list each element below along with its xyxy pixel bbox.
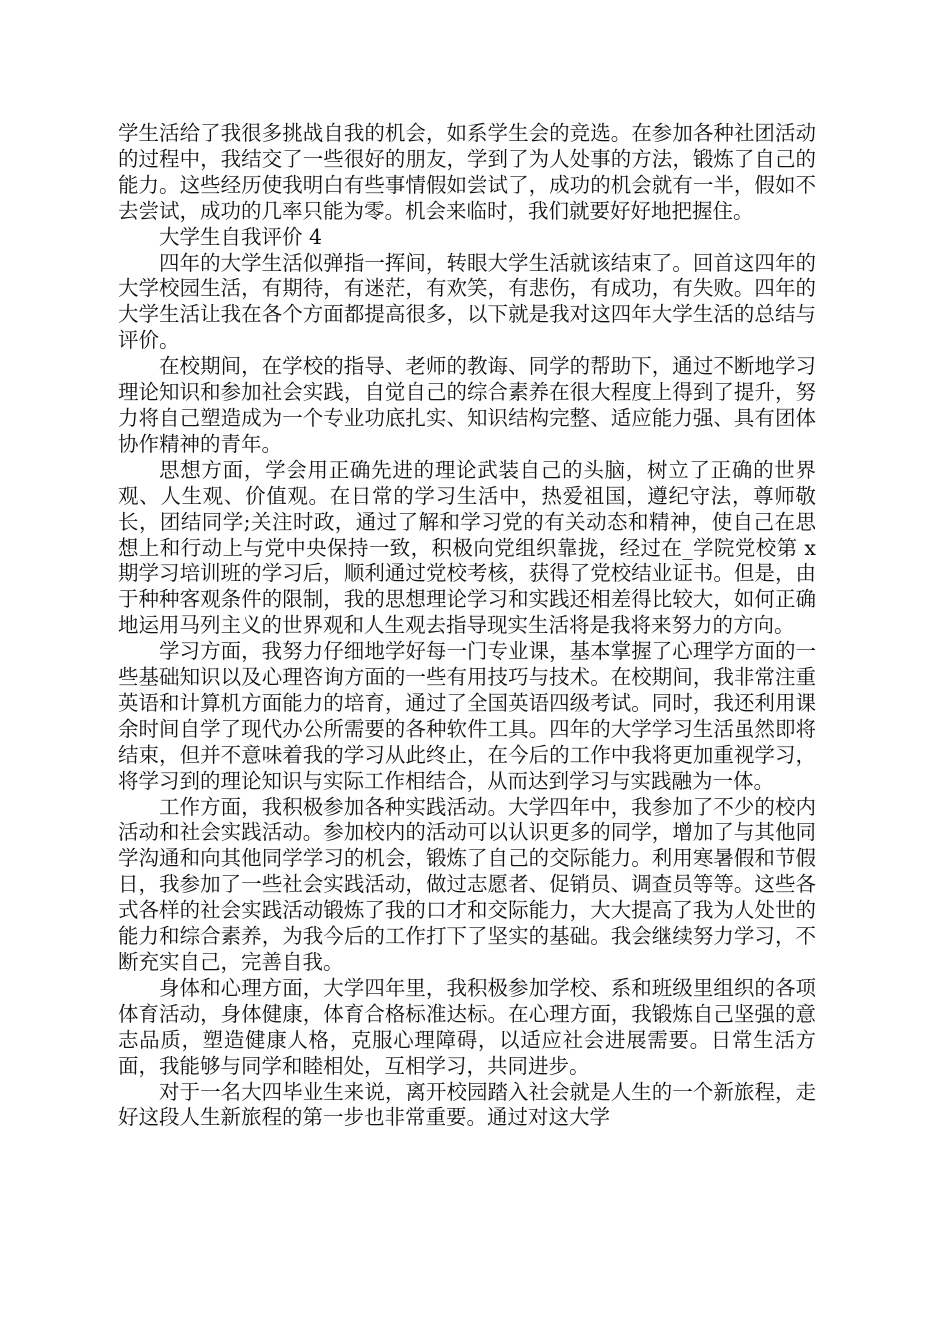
paragraph-continuation: 学生活给了我很多挑战自我的机会，如系学生会的竞选。在参加各种社团活动的过程中，我结交了一些很好的朋友，学到了为人处事的方法，锻炼了自己的能力。这些经历使我明白有些事情假如尝试了，成功的机会就有一半，假如不去尝试，成功的几率只能为零。机会来临时，我们就要好好地把握住。 [118, 121, 816, 223]
paragraph-body-mind: 身体和心理方面，大学四年里，我积极参加学校、系和班级里组织的各项体育活动，身体健康，体育合格标准达标。在心理方面，我锻炼自己坚强的意志品质，塑造健康人格，克服心理障碍，以适应社会进展需要。日常生活方面，我能够与同学和睦相处，互相学习，共同进步。 [118, 975, 816, 1078]
paragraph-ideology: 思想方面，学会用正确先进的理论武装自己的头脑，树立了正确的世界观、人生观、价值观。在日常的学习生活中，热爱祖国，遵纪守法，尊师敬长，团结同学;关注时政，通过了解和学习党的有关动态和精神，使自己在思想上和行动上与党中央保持一致，积极向党组织靠拢，经过在_学院党校第 x 期学习培训班的学习后，顺利通过党校考核，获得了党校结业证书。但是，由于种种客观条件的限制，我的思想理论学习和实践还相差得比较大，如何正确地运用马列主义的世界观和人生观去指导现实生活将是我将来努力的方向。 [118, 457, 816, 638]
paragraph-work: 工作方面，我积极参加各种实践活动。大学四年中，我参加了不少的校内活动和社会实践活动。参加校内的活动可以认识更多的同学，增加了与其他同学沟通和向其他同学学习的机会，锻炼了自己的交际能力。利用寒暑假和节假日，我参加了一些社会实践活动，做过志愿者、促销员、调查员等等。这些各式各样的社会实践活动锻炼了我的口才和交际能力，大大提高了我为人处世的能力和综合素养，为我今后的工作打下了坚实的基础。我会继续努力学习，不断充实自己，完善自我。 [118, 794, 816, 974]
paragraph-intro: 四年的大学生活似弹指一挥间，转眼大学生活就该结束了。回首这四年的大学校园生活，有期待，有迷茫，有欢笑，有悲伤，有成功，有失败。四年的大学生活让我在各个方面都提高很多，以下就是我对这四年大学生活的总结与评价。 [118, 250, 816, 353]
paragraph-school-period: 在校期间，在学校的指导、老师的教诲、同学的帮助下，通过不断地学习理论知识和参加社会实践，自觉自己的综合素养在很大程度上得到了提升，努力将自己塑造成为一个专业功底扎实、知识结构完整、适应能力强、具有团体协作精神的青年。 [118, 354, 816, 456]
paragraph-study: 学习方面，我努力仔细地学好每一门专业课，基本掌握了心理学方面的一些基础知识以及心理咨询方面的一些有用技巧与技术。在校期间，我非常注重英语和计算机方面能力的培育，通过了全国英语四级考试。同时，我还利用课余时间自学了现代办公所需要的各种软件工具。四年的大学学习生活虽然即将结束，但并不意味着我的学习从此终止，在今后的工作中我将更加重视学习，将学习到的理论知识与实际工作相结合，从而达到学习与实践融为一体。 [118, 639, 816, 793]
paragraph-graduation: 对于一名大四毕业生来说，离开校园踏入社会就是人生的一个新旅程，走好这段人生新旅程的第一步也非常重要。通过对这大学 [118, 1079, 816, 1130]
document-body [118, 121, 816, 1131]
section-heading: 大学生自我评价 4 [159, 224, 323, 249]
